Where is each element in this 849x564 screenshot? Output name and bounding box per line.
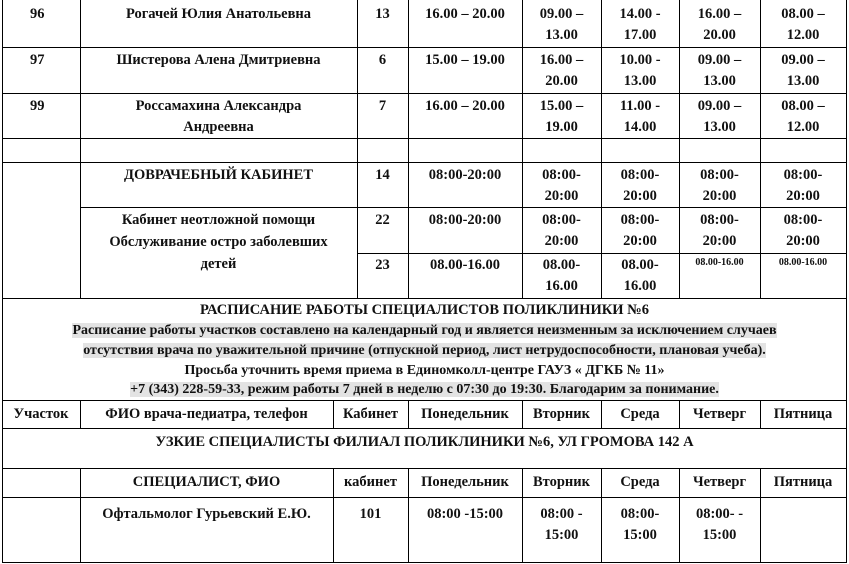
friday-hours: 08.00 –	[781, 6, 825, 22]
thursday-hours-end: 13.00	[703, 119, 736, 135]
monday-hours: 08.00-16.00	[429, 257, 501, 273]
thursday-hours: 08.00-16.00	[695, 257, 744, 268]
col-thursday: Четверг	[692, 474, 747, 490]
friday-hours: 08.00 –	[781, 98, 825, 114]
wednesday-hours-end: 13.00	[623, 73, 657, 89]
wednesday-hours-end: 14.00	[623, 119, 657, 135]
col-district: Участок	[13, 406, 69, 422]
urgent-cabinet-name: Кабинет неотложной помощи	[121, 212, 316, 228]
col-doctor: ФИО врача-педиатра, телефон	[105, 406, 308, 422]
tuesday-hours: 16.00 –	[539, 52, 584, 68]
col-wednesday: Среда	[620, 406, 660, 422]
thursday-hours: 09.00 –	[697, 98, 742, 114]
thursday-hours: 16.00 –	[697, 6, 742, 22]
friday-hours: 08:00-	[783, 167, 823, 183]
friday-hours-end: 13.00	[786, 73, 820, 89]
notice-line-1: Расписание работы участков составлено на календарный год и является неизменным за исключением случаев	[72, 323, 777, 338]
friday-hours-end: 20:00	[786, 188, 820, 204]
wednesday-hours: 08:00-	[620, 167, 660, 183]
monday-hours: 16.00 – 20.00	[425, 6, 505, 22]
cabinet: 6	[378, 52, 387, 68]
col-monday: Понедельник	[421, 474, 509, 490]
tuesday-hours: 15.00 –	[539, 98, 584, 114]
friday-hours-end: 12.00	[786, 27, 820, 43]
thursday-hours-end: 15:00	[702, 527, 737, 543]
district-number: 97	[30, 52, 45, 68]
wednesday-hours-end: 17.00	[623, 27, 657, 43]
doctor-name: Шистерова Алена Дмитриевна	[116, 52, 321, 68]
tuesday-hours: 09.00 –	[539, 6, 584, 22]
cabinet: 13	[375, 6, 390, 22]
thursday-hours-end: 13.00	[703, 73, 736, 89]
wednesday-hours: 08:00-	[620, 212, 660, 228]
tuesday-hours: 08:00 -	[540, 506, 583, 522]
tuesday-hours-end: 20:00	[544, 233, 579, 249]
monday-hours: 16.00 – 20.00	[425, 98, 505, 114]
tuesday-hours-end: 13.00	[545, 27, 578, 43]
thursday-hours: 08:00-	[700, 212, 739, 228]
specialist-name: Офтальмолог Гурьевский Е.Ю.	[102, 506, 311, 522]
thursday-hours: 09.00 –	[697, 52, 742, 68]
district-number: 96	[30, 6, 45, 22]
wednesday-hours-end: 15:00	[623, 527, 657, 543]
cabinet: 22	[375, 212, 390, 228]
doctor-name: Рогачей Юлия Анатольевна	[125, 6, 312, 22]
cabinet: 101	[359, 506, 382, 522]
col-friday: Пятница	[773, 406, 833, 422]
col-tuesday: Вторник	[533, 474, 590, 490]
tuesday-hours-end: 15:00	[544, 527, 579, 543]
friday-hours: 08.00-16.00	[778, 257, 828, 268]
col-monday: Понедельник	[421, 406, 509, 422]
thursday-hours-end: 20:00	[702, 233, 737, 249]
cabinet-name: ДОВРАЧЕБНЫЙ КАБИНЕТ	[124, 167, 313, 183]
col-friday: Пятница	[773, 474, 833, 490]
thursday-hours-end: 20:00	[702, 188, 737, 204]
urgent-cabinet-name-3: детей	[200, 256, 237, 272]
cabinet: 7	[378, 98, 387, 114]
tuesday-hours: 08:00-	[542, 212, 581, 228]
thursday-hours-end: 20.00	[703, 27, 736, 43]
notice-line-4: +7 (343) 228-59-33, режим работы 7 дней в неделю с 07:30 до 19:30. Благодарим за понимание.	[130, 382, 719, 397]
col-specialist: СПЕЦИАЛИСТ, ФИО	[132, 474, 281, 490]
doctor-name: Россамахина Александра	[135, 98, 302, 114]
urgent-cabinet-name-2: Обслуживание остро заболевших	[109, 234, 328, 250]
section-title: УЗКИЕ СПЕЦИАЛИСТЫ ФИЛИАЛ ПОЛИКЛИНИКИ №6, УЛ ГРОМОВА 142 А	[155, 434, 694, 450]
cabinet: 14	[375, 167, 390, 183]
friday-hours: 08:00-	[783, 212, 823, 228]
col-cabinet: кабинет	[344, 474, 397, 490]
tuesday-hours-end: 19.00	[545, 119, 578, 135]
wednesday-hours: 08:00-	[620, 506, 660, 522]
friday-hours-end: 12.00	[786, 119, 820, 135]
notice-line-2: отсутствия врача по уважительной причине (отпускной период, лист нетрудоспособности, плановая учеба).	[83, 343, 766, 358]
friday-hours-end: 20:00	[786, 233, 820, 249]
tuesday-hours: 08:00-	[542, 167, 581, 183]
monday-hours: 15.00 – 19.00	[425, 52, 505, 68]
col-thursday: Четверг	[692, 406, 747, 422]
notice-title: РАСПИСАНИЕ РАБОТЫ СПЕЦИАЛИСТОВ ПОЛИКЛИНИКИ №6	[200, 302, 649, 318]
wednesday-hours-end: 20:00	[623, 233, 657, 249]
district-number: 99	[30, 98, 45, 114]
col-wednesday: Среда	[620, 474, 660, 490]
col-cabinet: Кабинет	[342, 406, 399, 422]
monday-hours: 08:00-20:00	[428, 167, 502, 183]
wednesday-hours: 14.00 -	[619, 6, 661, 22]
cabinet: 23	[375, 257, 390, 273]
thursday-hours: 08:00- -	[695, 506, 744, 522]
monday-hours: 08:00-20:00	[428, 212, 502, 228]
wednesday-hours-end: 16.00	[623, 278, 657, 294]
notice-line-3: Просьба уточнить время приема в Единомколл-центре ГАУЗ « ДГКБ № 11»	[184, 363, 665, 378]
thursday-hours: 08:00-	[700, 167, 739, 183]
tuesday-hours-end: 20.00	[545, 73, 578, 89]
wednesday-hours: 10.00 -	[619, 52, 661, 68]
monday-hours: 08:00 -15:00	[426, 506, 504, 522]
wednesday-hours: 08.00-	[621, 257, 659, 273]
friday-hours: 09.00 –	[781, 52, 825, 68]
tuesday-hours: 08.00-	[542, 257, 581, 273]
tuesday-hours-end: 16.00	[545, 278, 578, 294]
tuesday-hours-end: 20:00	[544, 188, 579, 204]
wednesday-hours-end: 20:00	[623, 188, 657, 204]
doctor-name-cont: Андреевна	[183, 119, 254, 135]
wednesday-hours: 11.00 -	[619, 98, 661, 114]
col-tuesday: Вторник	[533, 406, 590, 422]
